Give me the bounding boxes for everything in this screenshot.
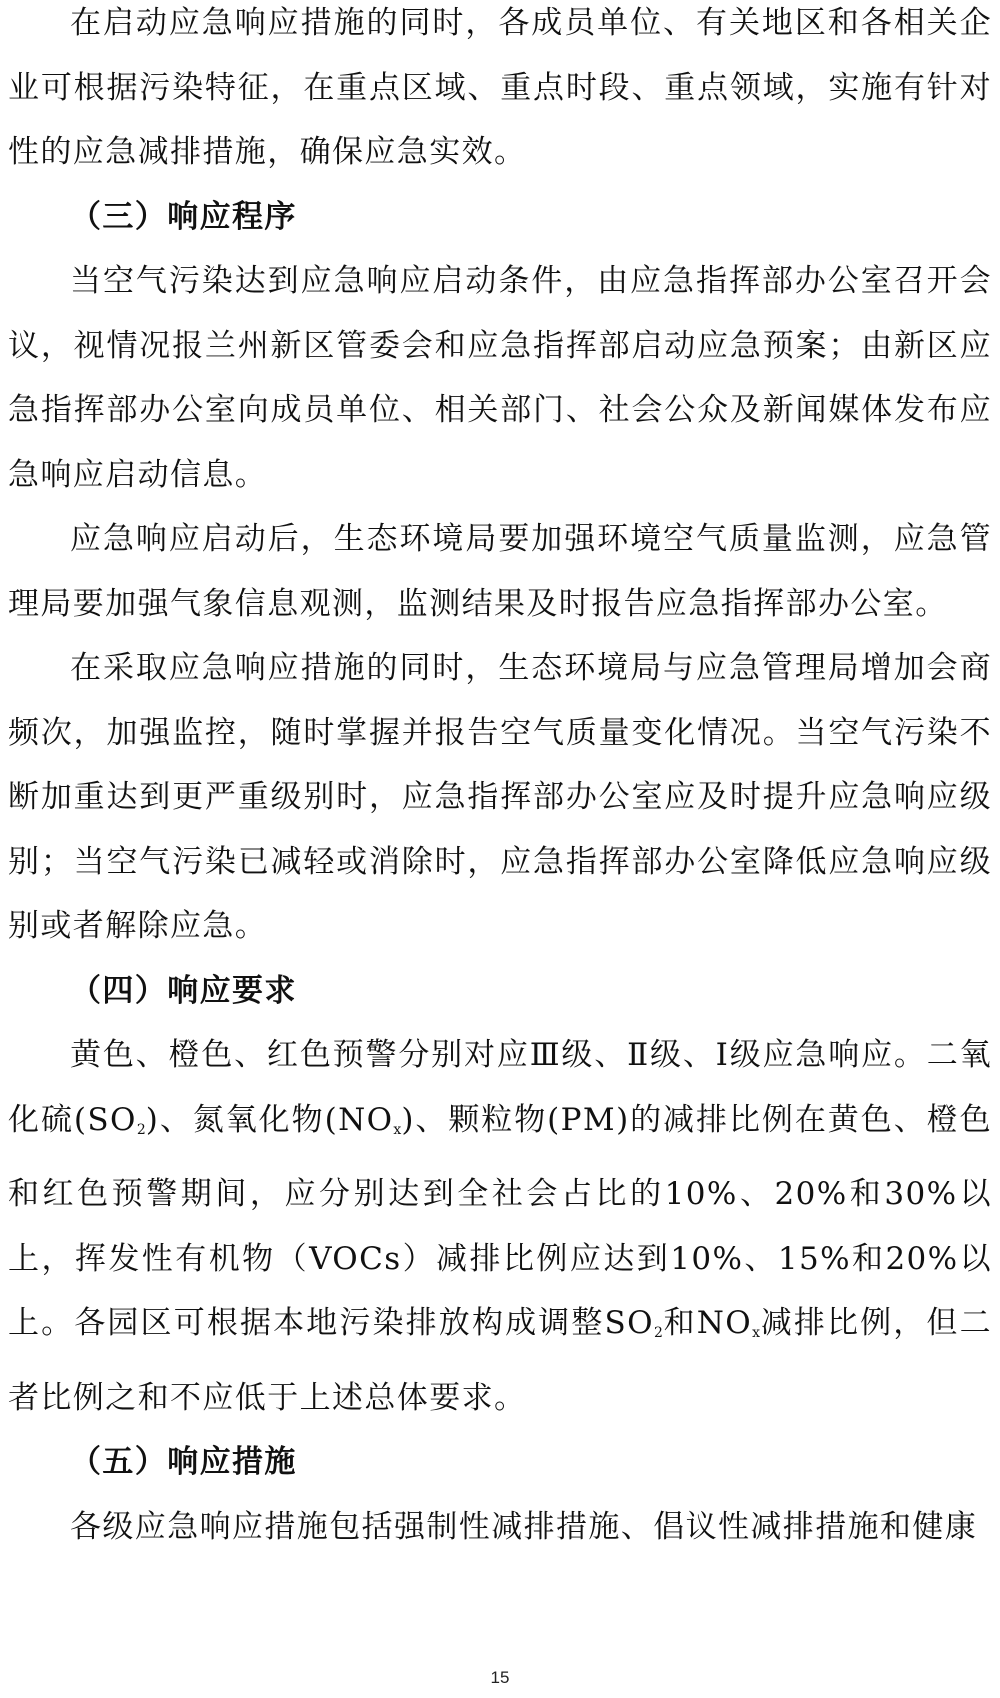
document-page (8, 0, 992, 1559)
page-number: 15 (490, 1668, 510, 1687)
paragraph-reduction-ratios (8, 1023, 992, 1430)
paragraph-monitoring: 应急响应启动后，生态环境局要加强环境空气质量监测，应急管理局要加强气象信息观测，监测结果及时报告应急指挥部办公室。 (8, 521, 992, 622)
reduction-text-a: 黄色、橙色、红色预警分别对应Ⅲ级、Ⅱ级、Ⅰ级应急响应。二氧化硫(SO (8, 1037, 992, 1138)
subscript-so2: 2 (136, 1121, 146, 1138)
section-heading-response-procedure: （三）响应程序 (70, 198, 297, 235)
section-heading-response-requirements: （四）响应要求 (70, 972, 297, 1009)
subscript-nox-second: x (752, 1325, 760, 1341)
reduction-text-b: )、氮氧化物(NO (145, 1101, 394, 1138)
subscript-nox: x (393, 1121, 402, 1138)
subscript-so2-second: 2 (653, 1325, 663, 1341)
reduction-text-d: 和NO (662, 1305, 753, 1341)
paragraph-level-adjustment: 在采取应急响应措施的同时，生态环境局与应急管理局增加会商频次，加强监控，随时掌握并报告空气质量变化情况。当空气污染不断加重达到更严重级别时，应急指挥部办公室应及时提升应急响应级别；当空气污染已减轻或消除时，应急指挥部办公室降低应急响应级别或者解除应急。 (8, 650, 992, 944)
reduction-text-e: 减排比例，但二者比例之和不应低于上述总体要求。 (8, 1305, 992, 1416)
paragraph-measure-types: 各级应急响应措施包括强制性减排措施、倡议性减排措施和健康 (70, 1508, 978, 1545)
paragraph-emergency-measures: 在启动应急响应措施的同时，各成员单位、有关地区和各相关企业可根据污染特征，在重点区域、重点时段、重点领域，实施有针对性的应急减排措施，确保应急实效。 (8, 5, 992, 170)
paragraph-response-start: 当空气污染达到应急响应启动条件，由应急指挥部办公室召开会议，视情况报兰州新区管委会和应急指挥部启动应急预案；由新区应急指挥部办公室向成员单位、相关部门、社会公众及新闻媒体发布应急响应启动信息。 (8, 263, 992, 493)
section-heading-response-measures: （五）响应措施 (70, 1444, 297, 1480)
reduction-text-c: )、颗粒物(PM)的减排比例在黄色、橙色和红色预警期间，应分别达到全社会占比的10%、20%和30%以上，挥发性有机物（VOCs）减排比例应达到10%、15%和20%以上。各园区可根据本地污染排放构成调整SO (8, 1101, 993, 1341)
